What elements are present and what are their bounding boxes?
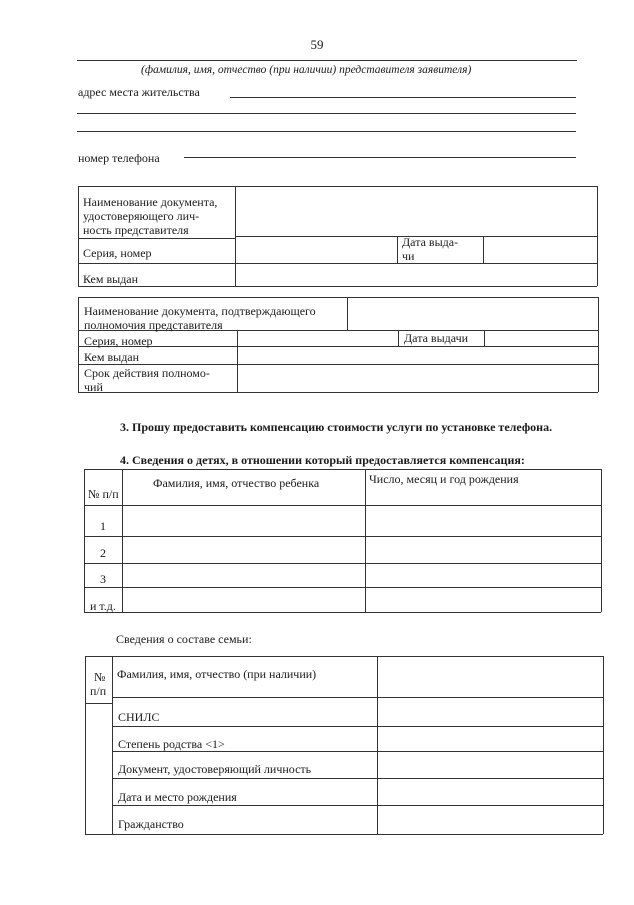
family-birth-field[interactable] bbox=[378, 779, 602, 804]
family-snils-field[interactable] bbox=[378, 698, 602, 725]
doc1-series-field[interactable] bbox=[236, 237, 396, 262]
doc2-name-field[interactable] bbox=[348, 298, 597, 329]
children-row-number: 3 bbox=[100, 572, 106, 586]
address-line-1[interactable] bbox=[230, 97, 576, 98]
doc2-date-field[interactable] bbox=[485, 331, 597, 345]
section-4-heading: 4. Сведения о детях, в отношении который предоставляется компенсация: bbox=[120, 453, 525, 467]
address-line-3[interactable] bbox=[77, 131, 576, 132]
doc2-date-label: Дата выдачи bbox=[404, 331, 469, 345]
child-birth-field[interactable] bbox=[366, 506, 600, 535]
doc1-date-field[interactable] bbox=[484, 237, 596, 262]
doc1-issued-label: Кем выдан bbox=[83, 272, 139, 286]
family-row-relationship-label: Степень родства <1> bbox=[118, 737, 225, 751]
family-citizenship-field[interactable] bbox=[378, 806, 602, 833]
child-birth-field[interactable] bbox=[366, 537, 600, 562]
doc2-term-line1: Срок действия полномо- bbox=[84, 366, 210, 380]
doc2-series-field[interactable] bbox=[238, 331, 397, 345]
family-row-citizenship-label: Гражданство bbox=[118, 817, 184, 831]
representative-name-line bbox=[77, 60, 577, 61]
child-name-field[interactable] bbox=[123, 564, 364, 586]
family-fullname-field[interactable] bbox=[378, 657, 602, 696]
family-row-birth-label: Дата и место рождения bbox=[118, 790, 237, 804]
family-col-number-line1: № bbox=[94, 670, 106, 684]
child-name-field[interactable] bbox=[123, 506, 364, 535]
doc2-name-line1: Наименование документа, подтверждающего bbox=[84, 304, 316, 318]
children-col-birth: Число, месяц и год рождения bbox=[369, 472, 519, 486]
family-col-number-line2: п/п bbox=[90, 684, 107, 698]
doc2-term-line2: чий bbox=[84, 380, 103, 394]
doc2-issued-label: Кем выдан bbox=[84, 350, 140, 364]
doc2-term-field[interactable] bbox=[238, 365, 597, 391]
children-col-name: Фамилия, имя, отчество ребенка bbox=[153, 476, 320, 490]
family-heading: Сведения о составе семьи: bbox=[116, 632, 252, 646]
doc1-name-line2: удостоверяющего лич- bbox=[83, 209, 200, 223]
page-number: 59 bbox=[310, 37, 324, 52]
doc1-series-label: Серия, номер bbox=[83, 246, 152, 260]
doc2-name-line2: полномочия представителя bbox=[84, 318, 223, 332]
child-name-field[interactable] bbox=[123, 588, 364, 611]
phone-line[interactable] bbox=[184, 157, 576, 158]
doc1-name-line1: Наименование документа, bbox=[83, 195, 218, 209]
doc1-issued-field[interactable] bbox=[236, 264, 596, 285]
child-name-field[interactable] bbox=[123, 537, 364, 562]
section-3-heading: 3. Прошу предоставить компенсацию стоимости услуги по установке телефона. bbox=[120, 420, 553, 434]
address-line-2[interactable] bbox=[77, 113, 576, 114]
child-birth-field[interactable] bbox=[366, 564, 600, 586]
family-row-id-document-label: Документ, удостоверяющий личность bbox=[118, 762, 312, 776]
doc2-series-label: Серия, номер bbox=[84, 334, 153, 348]
doc1-name-line3: ность представителя bbox=[83, 223, 189, 237]
doc2-issued-field[interactable] bbox=[238, 347, 597, 363]
family-relationship-field[interactable] bbox=[378, 727, 602, 750]
family-row-fullname-label: Фамилия, имя, отчество (при наличии) bbox=[117, 667, 317, 681]
children-row-number: 2 bbox=[100, 546, 106, 560]
children-row-number: и т.д. bbox=[90, 599, 116, 613]
children-col-number: № п/п bbox=[88, 487, 119, 501]
child-birth-field[interactable] bbox=[366, 588, 600, 611]
doc1-name-field[interactable] bbox=[236, 187, 596, 235]
doc1-date-label-line1: Дата выда- bbox=[402, 235, 459, 249]
doc1-date-label-line2: чи bbox=[402, 249, 415, 263]
representative-name-caption: (фамилия, имя, отчество (при наличии) представителя заявителя) bbox=[141, 64, 472, 76]
address-label: адрес места жительства bbox=[78, 85, 200, 99]
children-row-number: 1 bbox=[100, 519, 106, 533]
phone-label: номер телефона bbox=[78, 151, 160, 165]
family-row-snils-label: СНИЛС bbox=[118, 710, 160, 724]
family-id-document-field[interactable] bbox=[378, 752, 602, 777]
